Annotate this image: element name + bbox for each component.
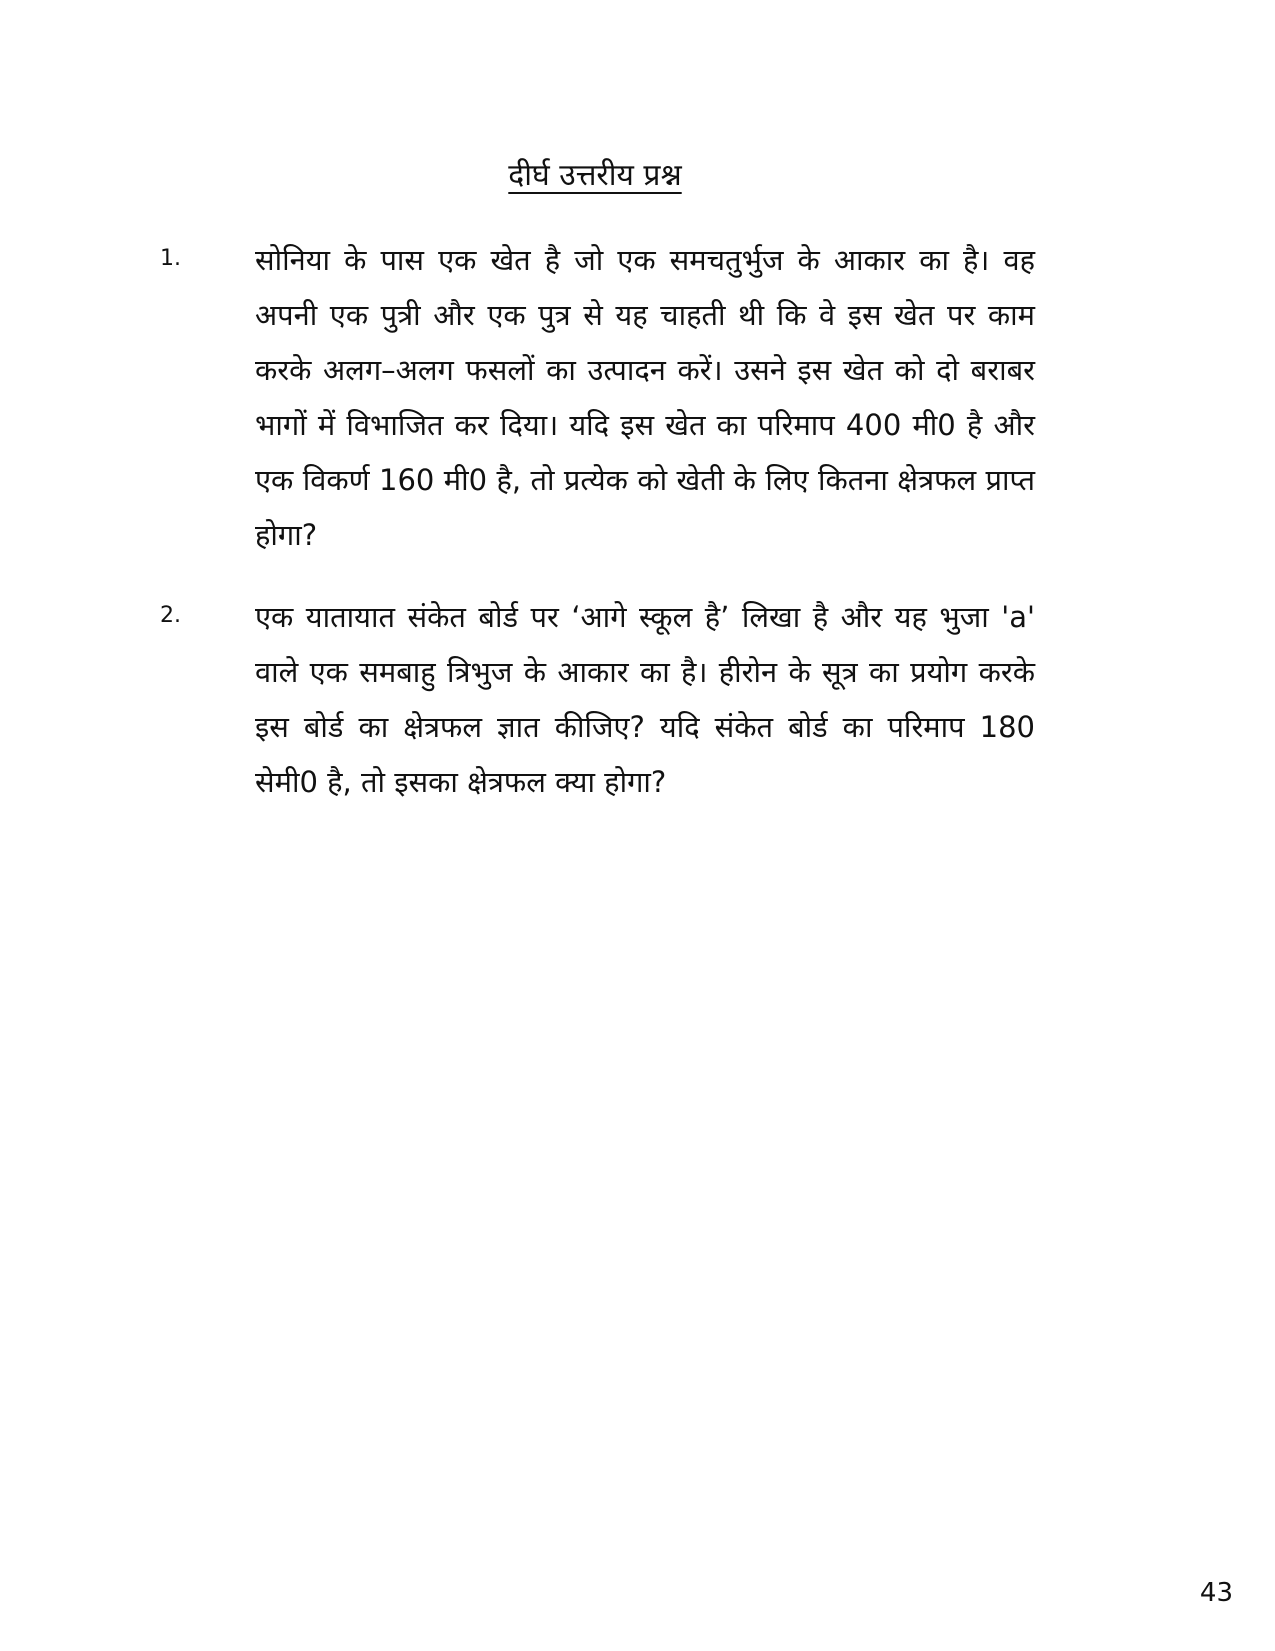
question-number: 1. — [160, 246, 181, 271]
question-text: एक यातायात संकेत बोर्ड पर ‘आगे स्कूल है’ लिखा है और यह भुजा 'a' वाले एक समबाहु त्रिभुज के आकार का है। हीरोन के सूत्र का प्रयोग करके इस बोर्ड का क्षेत्रफल ज्ञात कीजिए? यदि संकेत बोर्ड का परिमाप 180 सेमी0 है, तो इसका क्षेत्रफल क्या होगा? — [255, 600, 1035, 799]
question-number: 2. — [160, 603, 181, 628]
question-text: सोनिया के पास एक खेत है जो एक समचतुर्भुज के आकार का है। वह अपनी एक पुत्री और एक पुत्र से यह चाहती थी कि वे इस खेत पर काम करके अलग–अलग फसलों का उत्पादन करें। उसने इस खेत को दो बराबर भागों में विभाजित कर दिया। यदि इस खेत का परिमाप 400 मी0 है और एक विकर्ण 160 मी0 है, तो प्रत्येक को खेती के लिए कितना क्षेत्रफल प्राप्त होगा? — [255, 243, 1035, 552]
page-number: 43 — [1199, 1578, 1233, 1608]
section-heading — [0, 156, 1190, 196]
section-heading-text: दीर्घ उत्तरीय प्रश्न — [508, 158, 682, 193]
